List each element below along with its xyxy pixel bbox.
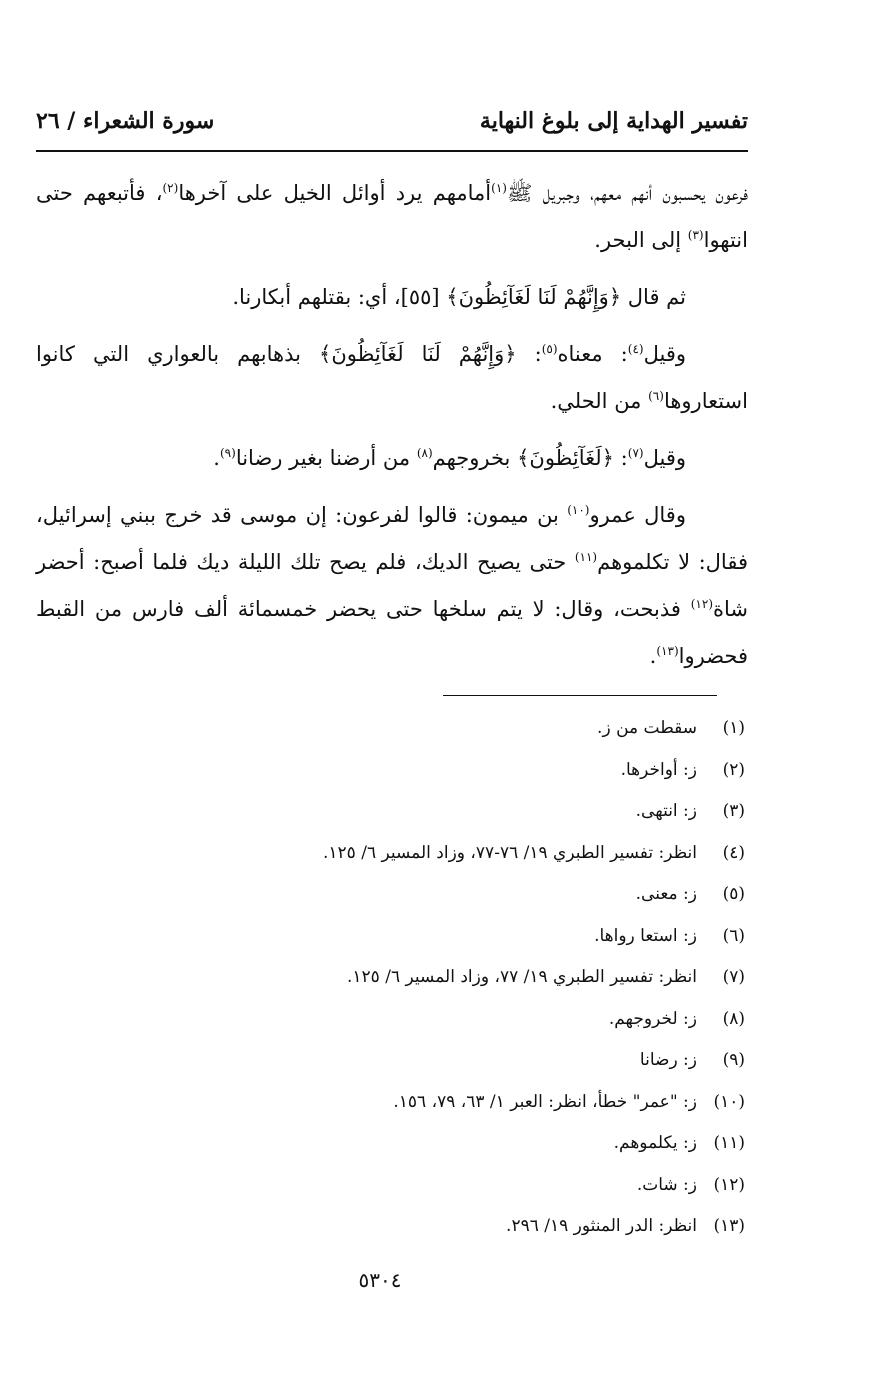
main-text [36, 170, 748, 690]
footnote-item [145, 843, 745, 885]
footnote-ref-8[interactable]: (٨) [416, 446, 433, 460]
text-run: فرعون يحسبون أنهم معهم، وجبريل [532, 181, 749, 205]
footnote-item [145, 1133, 745, 1175]
footnote-ref-11[interactable]: (١١) [574, 550, 598, 564]
footnote-item [145, 884, 745, 926]
text-run: : [516, 342, 542, 366]
footnote-ref-7[interactable]: (٧) [627, 446, 644, 460]
surah-title: سورة الشعراء / ٢٦ [36, 108, 215, 134]
running-header [36, 108, 748, 144]
footnote-number: (٤) [722, 842, 745, 863]
text-run: إلى البحر. [594, 228, 688, 252]
footnote-ref-1[interactable]: (١) [491, 181, 507, 195]
footnote-text: انظر: تفسير الطبري ١٩/ ٧٧، وزاد المسير ٦/ ١٢٥. [347, 967, 697, 987]
footnote-text: ز: شات. [636, 1174, 697, 1195]
footnote-text: انظر: تفسير الطبري ١٩/ ٧٦-٧٧، وزاد المسير ٦/ ١٢٥. [323, 842, 697, 863]
footnote-divider [443, 695, 717, 696]
footnotes-list [145, 718, 745, 1258]
footnote-number: (٧) [722, 967, 745, 987]
footnote-ref-2[interactable]: (٢) [162, 181, 179, 195]
text-run: وقال عمرو [589, 503, 686, 527]
paragraph-5 [36, 492, 748, 680]
quran-quote: ﴿وَإِنَّهُمْ لَنَا لَغَآئِظُونَ﴾ [446, 285, 622, 309]
footnote-text: ز: استعا رواها. [594, 925, 697, 946]
footnote-item [145, 1092, 745, 1134]
text-run: من أرضنا بغير رضانا [235, 446, 417, 470]
footnote-item [145, 1175, 745, 1217]
footnote-ref-6[interactable]: (٦) [648, 389, 664, 403]
footnote-item [145, 967, 745, 1009]
text-run: : معناه [557, 342, 628, 366]
footnote-text: ز: معنى. [635, 884, 697, 904]
footnote-item [145, 926, 745, 968]
text-run: . [649, 644, 657, 668]
text-run: . [213, 446, 220, 470]
footnote-number: (١١) [713, 1133, 745, 1153]
paragraph-3 [36, 331, 748, 425]
footnote-number: (٥) [722, 884, 745, 904]
footnote-number: (١) [722, 718, 745, 738]
honorific-glyph: ﷺ [506, 181, 533, 205]
footnote-number: (٨) [722, 1008, 745, 1029]
footnote-text: ز: "عمر" خطأ، انظر: العبر ١/ ٦٣، ٧٩، ١٥٦. [393, 1091, 697, 1112]
footnote-ref-3[interactable]: (٣) [687, 228, 704, 242]
text-run: فذبحت، وقال: لا يتم سلخها حتى يحضر خمسمائة ألف فارس من القبط فحضروا [36, 597, 748, 668]
footnote-ref-5[interactable]: (٥) [541, 342, 558, 356]
paragraph-2 [36, 274, 748, 321]
footnote-text: ز: لخروجهم. [608, 1008, 697, 1029]
page-number: ٥٣٠٤ [358, 1268, 402, 1292]
footnote-item [145, 760, 745, 802]
text-run: بذهابهم بالعواري التي كانوا استعاروها [36, 342, 748, 413]
text-run: بن ميمون: قالوا لفرعون: إن موسى قد خرج ببني إسرائيل، فقال: لا تكلموهم [36, 503, 748, 574]
footnote-number: (١٣) [713, 1216, 745, 1236]
footnote-number: (٢) [722, 759, 745, 780]
quran-quote: ﴿وَإِنَّهُمْ لَنَا لَغَآئِظُونَ﴾ [319, 342, 517, 366]
text-run: : [613, 446, 628, 470]
text-run: أمامهم يرد أوائل الخيل على آخرها [178, 181, 492, 205]
footnote-ref-12[interactable]: (١٢) [690, 597, 713, 611]
footnote-item [145, 801, 745, 843]
paragraph-4 [36, 435, 748, 482]
text-run: من الحلي. [550, 389, 649, 413]
footnote-ref-9[interactable]: (٩) [219, 446, 236, 460]
text-run: وقيل [643, 446, 686, 470]
footnote-item [145, 1216, 745, 1258]
footnote-item [145, 1009, 745, 1051]
footnote-number: (١٢) [713, 1174, 745, 1195]
footnote-ref-13[interactable]: (١٣) [656, 644, 679, 658]
footnote-number: (٣) [722, 801, 745, 821]
text-run: بخروجهم [432, 446, 518, 470]
book-title: تفسير الهداية إلى بلوغ النهاية [479, 108, 748, 134]
header-divider [36, 150, 748, 152]
footnote-text: ز: انتهى. [635, 801, 697, 821]
footnote-text: سقطت من ز. [597, 718, 697, 738]
text-run: حتى يصيح الديك، فلم يصح تلك الليلة ديك فلما أصبح: أحضر شاة [36, 550, 748, 621]
text-run: وقيل [643, 342, 686, 366]
footnote-number: (٦) [722, 925, 745, 946]
text-run: ، فأتبعهم حتى انتهوا [36, 181, 748, 252]
footnote-ref-10[interactable]: (١٠) [567, 503, 590, 517]
text-run: ثم قال [621, 285, 686, 309]
footnote-text: انظر: الدر المنثور ١٩/ ٢٩٦. [506, 1216, 697, 1236]
footnote-number: (١٠) [713, 1091, 745, 1112]
quran-quote: ﴿لَغَآئِظُونَ﴾ [517, 446, 614, 470]
footnote-number: (٩) [722, 1050, 745, 1070]
footnote-text: ز: رضانا [639, 1050, 697, 1070]
footnote-item [145, 1050, 745, 1092]
paragraph-1 [36, 170, 748, 264]
footnote-item [145, 718, 745, 760]
footnote-ref-4[interactable]: (٤) [627, 342, 644, 356]
footnote-text: ز: يكلموهم. [613, 1133, 697, 1153]
footnote-text: ز: أواخرها. [620, 759, 697, 780]
text-run: [٥٥]، أي: بقتلهم أبكارنا. [232, 285, 447, 309]
